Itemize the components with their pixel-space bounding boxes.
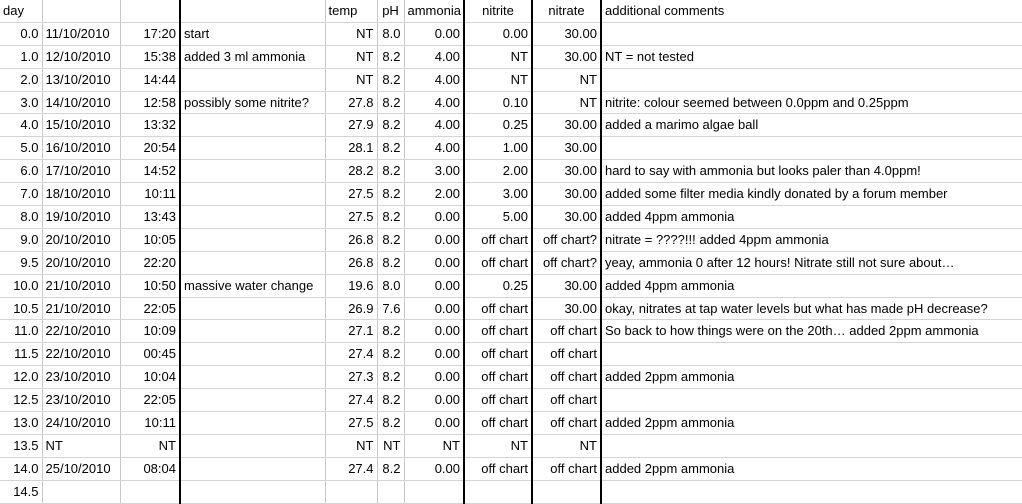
cell-temp: NT — [325, 22, 377, 45]
cell-date: 16/10/2010 — [42, 137, 120, 160]
cell-comments: added some filter media kindly donated by a forum member — [601, 183, 1022, 206]
cell-nitrite: off chart — [464, 251, 532, 274]
cell-ammonia: 0.00 — [404, 297, 464, 320]
cell-time: 10:11 — [120, 412, 180, 435]
cell-nitrate: 30.00 — [532, 274, 601, 297]
cell-nitrite: 0.25 — [464, 114, 532, 137]
cell-temp: 27.1 — [325, 320, 377, 343]
cell-day: 12.0 — [0, 366, 42, 389]
header-nitrate: nitrate — [532, 0, 601, 22]
cell-nitrate: off chart — [532, 320, 601, 343]
cell-ph: 8.2 — [377, 366, 404, 389]
cell-note — [180, 228, 325, 251]
table-row — [0, 68, 1022, 91]
cell-date: 22/10/2010 — [42, 343, 120, 366]
cell-temp: NT — [325, 434, 377, 457]
cell-note — [180, 206, 325, 229]
cell-ph: 8.2 — [377, 114, 404, 137]
header-comments: additional comments — [601, 0, 1022, 22]
cell-ammonia: 4.00 — [404, 45, 464, 68]
cell-day: 2.0 — [0, 68, 42, 91]
cell-ammonia: 4.00 — [404, 137, 464, 160]
header-nitrite: nitrite — [464, 0, 532, 22]
cell-comments: So back to how things were on the 20th… added 2ppm ammonia — [601, 320, 1022, 343]
cell-comments: added 2ppm ammonia — [601, 366, 1022, 389]
cell-nitrite: 3.00 — [464, 183, 532, 206]
cell-ammonia — [404, 480, 464, 503]
cell-day: 9.0 — [0, 228, 42, 251]
cell-nitrite: 1.00 — [464, 137, 532, 160]
cell-ph: 8.2 — [377, 389, 404, 412]
cell-note — [180, 480, 325, 503]
cell-ph: 8.2 — [377, 183, 404, 206]
cell-ph: 8.2 — [377, 457, 404, 480]
cell-day: 6.0 — [0, 160, 42, 183]
header-row — [0, 0, 1022, 22]
cell-comments: added 2ppm ammonia — [601, 412, 1022, 435]
cell-nitrite: off chart — [464, 412, 532, 435]
cell-ph: 8.2 — [377, 206, 404, 229]
cell-comments — [601, 343, 1022, 366]
cell-day: 13.5 — [0, 434, 42, 457]
cell-nitrate: 30.00 — [532, 114, 601, 137]
cell-date: 20/10/2010 — [42, 228, 120, 251]
cell-date: 21/10/2010 — [42, 297, 120, 320]
cell-temp: 27.4 — [325, 343, 377, 366]
cell-temp: 26.8 — [325, 251, 377, 274]
cell-nitrate: off chart? — [532, 228, 601, 251]
cell-nitrate: NT — [532, 68, 601, 91]
cell-time: 13:32 — [120, 114, 180, 137]
table-row — [0, 45, 1022, 68]
cell-comments: nitrite: colour seemed between 0.0ppm and 0.25ppm — [601, 91, 1022, 114]
cell-time: 14:44 — [120, 68, 180, 91]
cell-note — [180, 297, 325, 320]
header-ammonia: ammonia — [404, 0, 464, 22]
cell-ammonia: 0.00 — [404, 251, 464, 274]
cell-date: 24/10/2010 — [42, 412, 120, 435]
cell-ph: 8.0 — [377, 22, 404, 45]
cell-nitrite: 0.10 — [464, 91, 532, 114]
cell-nitrate: off chart — [532, 389, 601, 412]
cell-nitrite: NT — [464, 434, 532, 457]
cell-ph: 8.2 — [377, 320, 404, 343]
cell-temp: 27.4 — [325, 457, 377, 480]
cell-day: 10.0 — [0, 274, 42, 297]
cell-day: 9.5 — [0, 251, 42, 274]
cell-nitrate: off chart — [532, 343, 601, 366]
cell-comments — [601, 22, 1022, 45]
cell-comments: added 2ppm ammonia — [601, 457, 1022, 480]
cell-comments: NT = not tested — [601, 45, 1022, 68]
cell-ammonia: 4.00 — [404, 68, 464, 91]
table-row — [0, 114, 1022, 137]
table-row — [0, 22, 1022, 45]
cell-nitrate — [532, 480, 601, 503]
cell-ph: 8.2 — [377, 45, 404, 68]
cell-ph: 8.2 — [377, 68, 404, 91]
cell-temp — [325, 480, 377, 503]
cell-time: 10:09 — [120, 320, 180, 343]
cell-nitrate: 30.00 — [532, 297, 601, 320]
cell-nitrate: 30.00 — [532, 206, 601, 229]
cell-day: 5.0 — [0, 137, 42, 160]
header-date — [42, 0, 120, 22]
cell-note: massive water change — [180, 274, 325, 297]
cell-nitrate: 30.00 — [532, 45, 601, 68]
cell-temp: NT — [325, 68, 377, 91]
cell-ph: 8.2 — [377, 228, 404, 251]
table-row — [0, 297, 1022, 320]
cell-comments — [601, 480, 1022, 503]
table-row — [0, 274, 1022, 297]
cell-day: 8.0 — [0, 206, 42, 229]
cell-day: 3.0 — [0, 91, 42, 114]
table-row — [0, 183, 1022, 206]
cell-ph: 7.6 — [377, 297, 404, 320]
cell-note: added 3 ml ammonia — [180, 45, 325, 68]
cell-nitrite — [464, 480, 532, 503]
cell-temp: 27.5 — [325, 206, 377, 229]
cell-temp: NT — [325, 45, 377, 68]
cell-nitrate: 30.00 — [532, 137, 601, 160]
header-time — [120, 0, 180, 22]
cell-time: 10:05 — [120, 228, 180, 251]
cell-time: 22:05 — [120, 297, 180, 320]
cell-comments — [601, 68, 1022, 91]
cell-nitrite: 5.00 — [464, 206, 532, 229]
cell-ammonia: 0.00 — [404, 206, 464, 229]
table-row — [0, 457, 1022, 480]
cell-temp: 27.8 — [325, 91, 377, 114]
cell-comments — [601, 137, 1022, 160]
cell-nitrite: off chart — [464, 343, 532, 366]
cell-time: 22:20 — [120, 251, 180, 274]
cell-day: 0.0 — [0, 22, 42, 45]
table-row — [0, 91, 1022, 114]
cell-time: 00:45 — [120, 343, 180, 366]
cell-temp: 27.9 — [325, 114, 377, 137]
cell-nitrate: NT — [532, 434, 601, 457]
cell-time: 14:52 — [120, 160, 180, 183]
table-row — [0, 412, 1022, 435]
cell-nitrate: off chart — [532, 412, 601, 435]
cell-ph: 8.2 — [377, 137, 404, 160]
cell-time: 10:50 — [120, 274, 180, 297]
cell-ph: 8.0 — [377, 274, 404, 297]
cell-time: 10:04 — [120, 366, 180, 389]
cell-comments: added 4ppm ammonia — [601, 274, 1022, 297]
cell-ph: 8.2 — [377, 251, 404, 274]
cell-note — [180, 183, 325, 206]
cell-time — [120, 480, 180, 503]
cell-time: NT — [120, 434, 180, 457]
cell-time: 15:38 — [120, 45, 180, 68]
cell-ammonia: 4.00 — [404, 114, 464, 137]
cell-date: 23/10/2010 — [42, 389, 120, 412]
cell-day: 11.0 — [0, 320, 42, 343]
cell-ammonia: 2.00 — [404, 183, 464, 206]
cell-date: 20/10/2010 — [42, 251, 120, 274]
table-row — [0, 228, 1022, 251]
cell-day: 1.0 — [0, 45, 42, 68]
header-ph: pH — [377, 0, 404, 22]
cell-temp: 27.3 — [325, 366, 377, 389]
cell-note — [180, 343, 325, 366]
cell-temp: 28.2 — [325, 160, 377, 183]
cell-temp: 27.5 — [325, 412, 377, 435]
cell-day: 14.5 — [0, 480, 42, 503]
cell-comments: okay, nitrates at tap water levels but what has made pH decrease? — [601, 297, 1022, 320]
cell-note — [180, 160, 325, 183]
cell-ammonia: 3.00 — [404, 160, 464, 183]
cell-ph: 8.2 — [377, 91, 404, 114]
header-temp: temp — [325, 0, 377, 22]
cell-day: 13.0 — [0, 412, 42, 435]
cell-temp: 28.1 — [325, 137, 377, 160]
cell-time: 10:11 — [120, 183, 180, 206]
cell-day: 7.0 — [0, 183, 42, 206]
cell-nitrite: 2.00 — [464, 160, 532, 183]
cell-ammonia: NT — [404, 434, 464, 457]
cell-date: 23/10/2010 — [42, 366, 120, 389]
cell-comments: added a marimo algae ball — [601, 114, 1022, 137]
cell-date: 11/10/2010 — [42, 22, 120, 45]
cell-day: 11.5 — [0, 343, 42, 366]
cell-note — [180, 114, 325, 137]
cell-nitrate: 30.00 — [532, 160, 601, 183]
cell-day: 14.0 — [0, 457, 42, 480]
cell-date: 13/10/2010 — [42, 68, 120, 91]
cell-note — [180, 389, 325, 412]
cell-note — [180, 434, 325, 457]
cell-ammonia: 0.00 — [404, 389, 464, 412]
table-row — [0, 434, 1022, 457]
cell-time: 22:05 — [120, 389, 180, 412]
cell-date: 12/10/2010 — [42, 45, 120, 68]
cell-ammonia: 0.00 — [404, 366, 464, 389]
cell-note — [180, 366, 325, 389]
cell-nitrate: 30.00 — [532, 183, 601, 206]
table-row — [0, 480, 1022, 503]
cell-day: 4.0 — [0, 114, 42, 137]
cell-note — [180, 137, 325, 160]
cell-nitrite: NT — [464, 68, 532, 91]
cell-ph: 8.2 — [377, 160, 404, 183]
cell-time: 17:20 — [120, 22, 180, 45]
cell-temp: 26.9 — [325, 297, 377, 320]
cell-nitrite: 0.25 — [464, 274, 532, 297]
table-row — [0, 160, 1022, 183]
cell-ammonia: 0.00 — [404, 22, 464, 45]
cell-ammonia: 0.00 — [404, 228, 464, 251]
cell-date: 25/10/2010 — [42, 457, 120, 480]
cell-date: 15/10/2010 — [42, 114, 120, 137]
cell-note — [180, 68, 325, 91]
table-row — [0, 366, 1022, 389]
cell-day: 12.5 — [0, 389, 42, 412]
cell-note: possibly some nitrite? — [180, 91, 325, 114]
cell-date: 14/10/2010 — [42, 91, 120, 114]
cell-nitrate: 30.00 — [532, 22, 601, 45]
cell-ph: NT — [377, 434, 404, 457]
cell-ph — [377, 480, 404, 503]
cell-temp: 19.6 — [325, 274, 377, 297]
cell-ammonia: 0.00 — [404, 274, 464, 297]
table-row — [0, 320, 1022, 343]
cell-date: NT — [42, 434, 120, 457]
table-row — [0, 206, 1022, 229]
cell-note — [180, 251, 325, 274]
cell-comments — [601, 434, 1022, 457]
table-row — [0, 389, 1022, 412]
cell-nitrite: NT — [464, 45, 532, 68]
cell-comments: yeay, ammonia 0 after 12 hours! Nitrate still not sure about… — [601, 251, 1022, 274]
cell-ammonia: 0.00 — [404, 343, 464, 366]
cell-time: 12:58 — [120, 91, 180, 114]
cell-date: 21/10/2010 — [42, 274, 120, 297]
cell-temp: 27.5 — [325, 183, 377, 206]
cell-date: 17/10/2010 — [42, 160, 120, 183]
table-row — [0, 137, 1022, 160]
cell-nitrate: NT — [532, 91, 601, 114]
cell-nitrite: off chart — [464, 457, 532, 480]
cell-nitrite: off chart — [464, 389, 532, 412]
cell-nitrate: off chart — [532, 366, 601, 389]
cell-ammonia: 4.00 — [404, 91, 464, 114]
cell-note — [180, 320, 325, 343]
cell-comments: nitrate = ????!!! added 4ppm ammonia — [601, 228, 1022, 251]
header-note — [180, 0, 325, 22]
cell-note — [180, 412, 325, 435]
cell-comments — [601, 389, 1022, 412]
cell-nitrate: off chart? — [532, 251, 601, 274]
cell-time: 20:54 — [120, 137, 180, 160]
cell-time: 13:43 — [120, 206, 180, 229]
cell-nitrite: off chart — [464, 366, 532, 389]
cell-time: 08:04 — [120, 457, 180, 480]
cell-ammonia: 0.00 — [404, 320, 464, 343]
cell-temp: 26.8 — [325, 228, 377, 251]
table-row — [0, 343, 1022, 366]
cell-date: 19/10/2010 — [42, 206, 120, 229]
cell-date — [42, 480, 120, 503]
cell-nitrate: off chart — [532, 457, 601, 480]
cell-note — [180, 457, 325, 480]
table-row — [0, 251, 1022, 274]
cell-note: start — [180, 22, 325, 45]
cell-date: 22/10/2010 — [42, 320, 120, 343]
cell-date: 18/10/2010 — [42, 183, 120, 206]
cell-ph: 8.2 — [377, 412, 404, 435]
cell-temp: 27.4 — [325, 389, 377, 412]
cell-ammonia: 0.00 — [404, 412, 464, 435]
cell-ph: 8.2 — [377, 343, 404, 366]
cell-nitrite: 0.00 — [464, 22, 532, 45]
header-day: day — [0, 0, 42, 22]
cell-nitrite: off chart — [464, 297, 532, 320]
cell-comments: added 4ppm ammonia — [601, 206, 1022, 229]
cell-ammonia: 0.00 — [404, 457, 464, 480]
cell-nitrite: off chart — [464, 228, 532, 251]
cell-day: 10.5 — [0, 297, 42, 320]
cell-nitrite: off chart — [464, 320, 532, 343]
cell-comments: hard to say with ammonia but looks paler than 4.0ppm! — [601, 160, 1022, 183]
